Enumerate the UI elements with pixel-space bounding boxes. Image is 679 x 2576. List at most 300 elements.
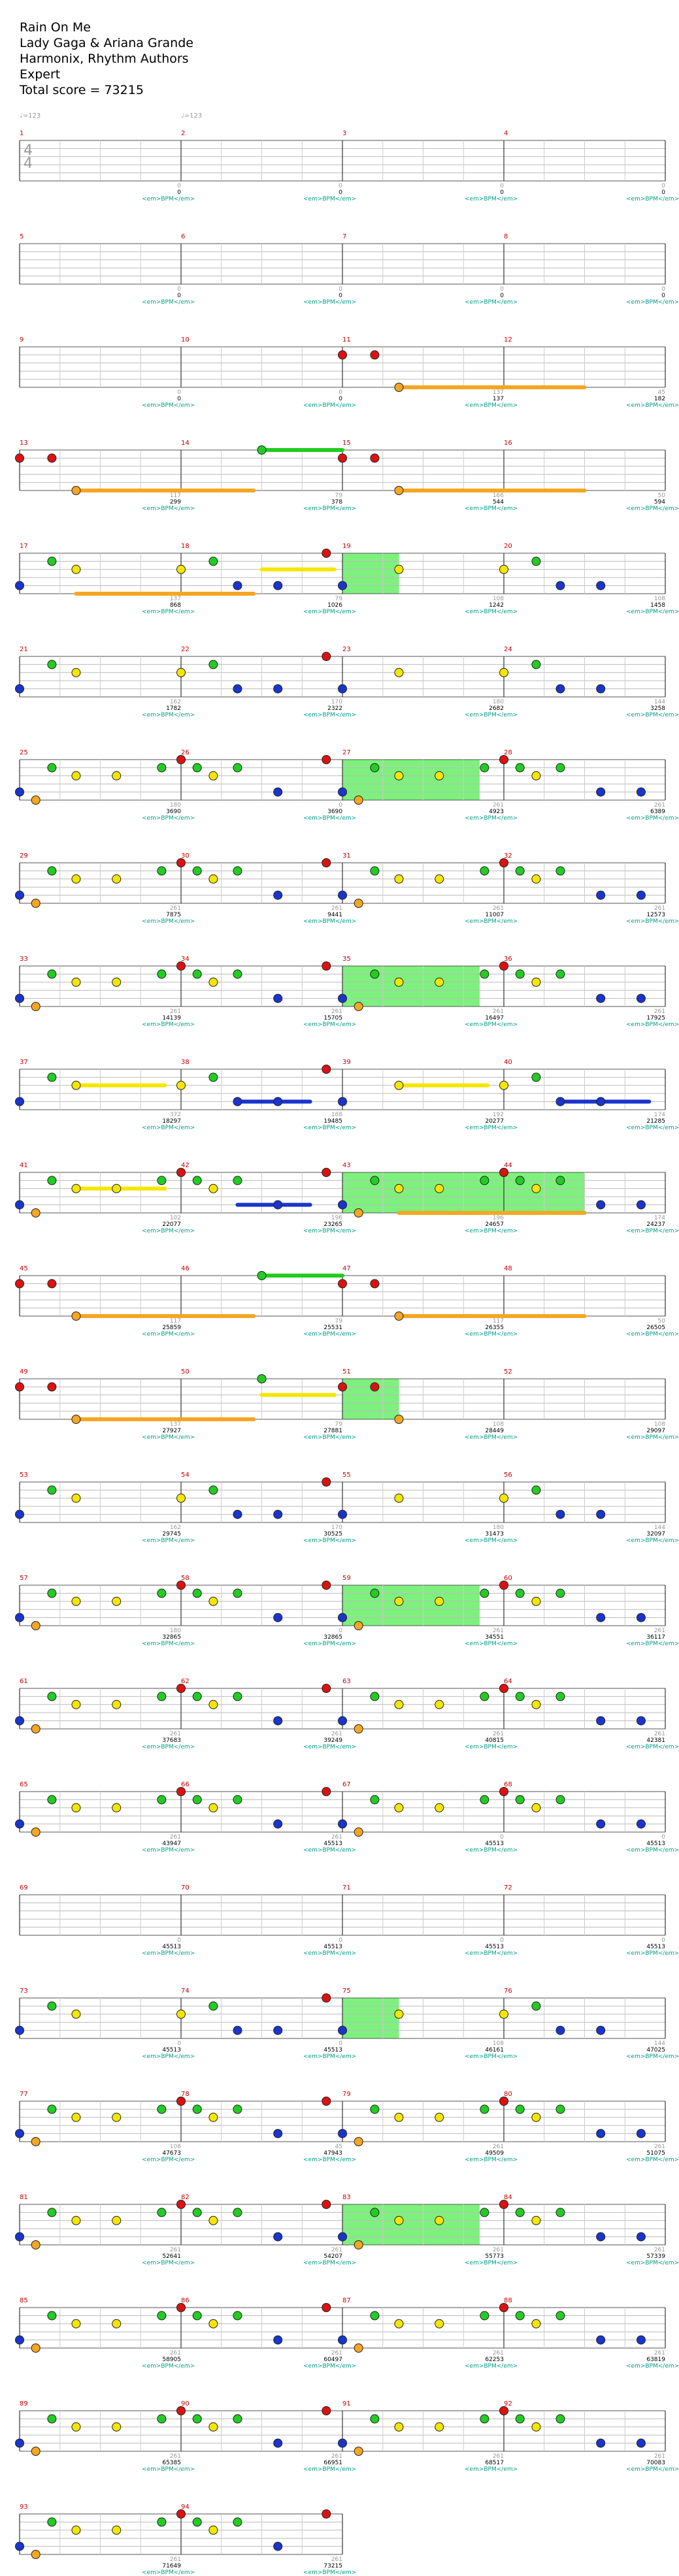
yellow-note (72, 1184, 80, 1193)
star-power-region (342, 2204, 480, 2245)
measure-cumulative-score: 32865 (323, 1634, 342, 1641)
measure-note-score: 261 (169, 1008, 181, 1015)
yellow-note (72, 2526, 80, 2534)
measure-cumulative-score: 45513 (162, 1944, 181, 1950)
yellow-note (395, 2113, 403, 2121)
yellow-note (532, 1184, 540, 1193)
measure-cumulative-score: 54207 (323, 2253, 342, 2260)
tempo-marker-2: ♩=123 (181, 112, 203, 120)
yellow-note (500, 668, 508, 677)
measure-tag: <em>BPM</em> (626, 1125, 679, 1131)
measure-cumulative-score: 12573 (646, 912, 665, 918)
time-signature-bottom: 4 (24, 155, 33, 172)
measure-number: 66 (181, 1781, 190, 1788)
measure-tag: <em>BPM</em> (303, 1744, 357, 1750)
green-note (233, 1176, 242, 1185)
measure-note-score: 180 (492, 699, 504, 705)
yellow-note (72, 1803, 80, 1812)
blue-note (274, 1716, 282, 1725)
measure-tag: <em>BPM</em> (303, 299, 357, 306)
measure-number: 71 (342, 1884, 351, 1892)
measure-tag: <em>BPM</em> (465, 402, 518, 409)
green-note (556, 1589, 565, 1598)
measure-cumulative-score: 62253 (485, 2357, 504, 2363)
measure-tag: <em>BPM</em> (465, 2053, 518, 2060)
yellow-note (72, 978, 80, 986)
yellow-note (395, 565, 403, 573)
measure-tag: <em>BPM</em> (303, 712, 357, 718)
measure-cumulative-score: 3690 (166, 809, 181, 815)
red-note (177, 1684, 186, 1693)
measure-note-score: 108 (492, 2040, 504, 2047)
measure-tag: <em>BPM</em> (142, 299, 195, 306)
red-note (322, 859, 331, 867)
measure-tag: <em>BPM</em> (303, 1434, 357, 1441)
measure-cumulative-score: 0 (177, 189, 181, 196)
measure-cumulative-score: 65385 (162, 2460, 181, 2466)
measure-cumulative-score: 182 (654, 396, 665, 402)
staff-row (16, 1272, 666, 1321)
measure-number: 75 (342, 1988, 351, 1995)
yellow-note (435, 875, 444, 883)
measure-number: 91 (342, 2400, 351, 2407)
measure-tag: <em>BPM</em> (626, 1950, 679, 1957)
red-note (371, 1383, 379, 1391)
measure-note-score: 372 (169, 1112, 181, 1118)
measure-note-score: 174 (654, 1112, 665, 1118)
measure-number: 44 (504, 1162, 512, 1169)
blue-note (274, 684, 282, 693)
measure-note-score: 261 (169, 2247, 181, 2253)
green-note (193, 867, 201, 875)
green-note (556, 2208, 565, 2217)
yellow-note (112, 1700, 121, 1709)
yellow-note (177, 2010, 186, 2018)
blue-note (274, 581, 282, 590)
green-note (371, 1795, 379, 1804)
green-note (193, 2518, 201, 2526)
orange-note (31, 796, 40, 805)
yellow-note (112, 2423, 121, 2431)
green-note (193, 1176, 201, 1185)
measure-note-score: 261 (492, 802, 504, 809)
blue-note (233, 1510, 242, 1519)
orange-note (31, 2241, 40, 2249)
measure-tag: <em>BPM</em> (142, 506, 195, 512)
yellow-note (72, 668, 80, 677)
measure-note-score: 79 (335, 596, 342, 602)
measure-tag: <em>BPM</em> (142, 2053, 195, 2060)
measure-note-score: 261 (654, 2144, 665, 2150)
red-note (339, 454, 347, 462)
measure-cumulative-score: 0 (500, 189, 504, 196)
blue-note (597, 2336, 605, 2344)
blue-note (597, 1097, 605, 1106)
measure-number: 26 (181, 749, 190, 756)
red-note (500, 1581, 508, 1590)
red-note (177, 1581, 186, 1590)
red-note (339, 1280, 347, 1288)
staff-row (16, 2304, 666, 2353)
blue-note (274, 2439, 282, 2447)
red-note (322, 1581, 331, 1590)
green-note (48, 2105, 56, 2114)
measure-number: 25 (20, 749, 28, 756)
measure-note-score: 188 (331, 1112, 342, 1118)
measure-number: 30 (181, 852, 190, 860)
measure-tag: <em>BPM</em> (142, 1744, 195, 1750)
green-note (532, 660, 540, 669)
measure-number: 52 (504, 1368, 512, 1376)
measure-note-score: 0 (339, 802, 342, 809)
measure-note-score: 0 (339, 183, 342, 189)
measure-cumulative-score: 70083 (646, 2460, 665, 2466)
measure-cumulative-score: 0 (661, 293, 665, 299)
green-note (193, 1692, 201, 1701)
green-note (556, 867, 565, 875)
green-note (233, 2311, 242, 2320)
blue-note (274, 2232, 282, 2241)
measure-number: 57 (20, 1575, 28, 1582)
measure-cumulative-score: 0 (339, 293, 342, 299)
red-note (16, 1280, 24, 1288)
measure-cumulative-score: 39249 (323, 1737, 342, 1744)
yellow-note (435, 2216, 444, 2225)
blue-note (597, 994, 605, 1003)
blue-note (339, 2232, 347, 2241)
green-note (480, 2208, 489, 2217)
measure-note-score: 261 (492, 2350, 504, 2357)
measure-number: 84 (504, 2194, 512, 2201)
measure-number: 10 (181, 336, 190, 344)
measure-note-score: 0 (339, 389, 342, 396)
green-note (233, 764, 242, 772)
measure-tag: <em>BPM</em> (303, 2157, 357, 2163)
measure-cumulative-score: 31473 (485, 1531, 504, 1538)
red-note (339, 351, 347, 359)
green-note (480, 867, 489, 875)
measure-number: 27 (342, 749, 351, 756)
yellow-note (435, 2423, 444, 2431)
green-note (532, 1486, 540, 1494)
yellow-note (395, 668, 403, 677)
blue-note (339, 581, 347, 590)
charter-name: Harmonix, Rhythm Authors (20, 52, 189, 66)
measure-tag: <em>BPM</em> (626, 2363, 679, 2370)
measure-number: 11 (342, 336, 351, 344)
orange-note (31, 2344, 40, 2353)
measure-tag: <em>BPM</em> (626, 1331, 679, 1338)
measure-cumulative-score: 47943 (323, 2150, 342, 2157)
staff-row (16, 549, 666, 594)
yellow-note (72, 565, 80, 573)
measure-tag: <em>BPM</em> (303, 609, 357, 615)
measure-note-score: 261 (169, 2556, 181, 2563)
measure-cumulative-score: 66951 (323, 2460, 342, 2466)
measure-tag: <em>BPM</em> (142, 1950, 195, 1957)
measure-note-score: 261 (331, 2247, 342, 2253)
green-note (257, 1375, 266, 1383)
blue-note (16, 994, 24, 1003)
green-note (371, 970, 379, 978)
green-note (48, 2208, 56, 2217)
green-note (193, 970, 201, 978)
measure-cumulative-score: 6389 (650, 809, 665, 815)
measure-note-score: 117 (169, 492, 181, 499)
measure-cumulative-score: 55773 (485, 2253, 504, 2260)
red-note (500, 2407, 508, 2415)
tempo-marker-1: ♩=123 (20, 112, 41, 120)
green-note (516, 867, 524, 875)
star-power-region (342, 553, 399, 594)
green-note (233, 1692, 242, 1701)
measure-cumulative-score: 2322 (327, 705, 342, 712)
yellow-note (209, 1184, 218, 1193)
red-note (500, 1684, 508, 1693)
measure-tag: <em>BPM</em> (626, 712, 679, 718)
blue-note (339, 2336, 347, 2344)
measure-note-score: 170 (331, 1524, 342, 1531)
green-note (193, 2105, 201, 2114)
measure-number: 15 (342, 440, 351, 447)
blue-note (339, 2129, 347, 2138)
red-note (177, 1788, 186, 1796)
green-note (48, 2002, 56, 2010)
green-note (48, 660, 56, 669)
red-note (500, 962, 508, 971)
measure-cumulative-score: 0 (339, 189, 342, 196)
measure-cumulative-score: 28449 (485, 1428, 504, 1434)
measure-tag: <em>BPM</em> (303, 2466, 357, 2473)
measure-note-score: 79 (335, 1421, 342, 1428)
green-note (193, 1795, 201, 1804)
measure-cumulative-score: 73215 (323, 2563, 342, 2569)
measure-cumulative-score: 43947 (162, 1841, 181, 1847)
red-note (322, 2097, 331, 2106)
yellow-note (395, 2423, 403, 2431)
yellow-note (209, 875, 218, 883)
measure-note-score: 261 (654, 2453, 665, 2460)
blue-note (16, 891, 24, 899)
blue-note (556, 1097, 565, 1106)
measure-number: 7 (342, 233, 347, 240)
blue-note (637, 1716, 645, 1725)
measure-tag: <em>BPM</em> (142, 1125, 195, 1131)
measure-cumulative-score: 0 (177, 396, 181, 402)
measure-note-score: 261 (331, 1008, 342, 1015)
blue-note (274, 1613, 282, 1622)
red-note (177, 859, 186, 867)
star-power-region (342, 1585, 480, 1626)
measure-cumulative-score: 49509 (485, 2150, 504, 2157)
blue-note (16, 684, 24, 693)
measure-number: 2 (181, 130, 186, 137)
blue-note (274, 2336, 282, 2344)
yellow-note (435, 978, 444, 986)
green-note (48, 557, 56, 566)
measure-note-score: 170 (331, 699, 342, 705)
measure-tag: <em>BPM</em> (142, 1641, 195, 1647)
green-note (193, 764, 201, 772)
measure-note-score: 0 (339, 1628, 342, 1634)
yellow-note (532, 1700, 540, 1709)
blue-note (637, 2336, 645, 2344)
yellow-note (532, 2216, 540, 2225)
blue-note (339, 788, 347, 796)
measure-note-score: 0 (339, 286, 342, 293)
measure-note-score: 144 (654, 2040, 665, 2047)
blue-note (16, 1716, 24, 1725)
green-note (157, 1589, 166, 1598)
measure-number: 8 (504, 233, 508, 240)
measure-tag: <em>BPM</em> (142, 918, 195, 925)
measure-tag: <em>BPM</em> (626, 609, 679, 615)
yellow-note (72, 2423, 80, 2431)
red-note (177, 756, 186, 764)
yellow-note (395, 1184, 403, 1193)
measure-number: 16 (504, 440, 512, 447)
measure-cumulative-score: 544 (492, 499, 504, 506)
measure-note-score: 0 (339, 1937, 342, 1944)
measure-note-score: 162 (169, 1524, 181, 1531)
measure-note-score: 50 (657, 492, 665, 499)
blue-note (637, 994, 645, 1003)
blue-note (339, 891, 347, 899)
measure-cumulative-score: 58905 (162, 2357, 181, 2363)
green-note (48, 764, 56, 772)
green-note (371, 1176, 379, 1185)
measure-note-score: 162 (169, 699, 181, 705)
measure-tag: <em>BPM</em> (626, 402, 679, 409)
blue-note (597, 1820, 605, 1828)
green-note (371, 2208, 379, 2217)
measure-cumulative-score: 0 (500, 293, 504, 299)
red-note (371, 351, 379, 359)
orange-note (31, 1622, 40, 1630)
measure-tag: <em>BPM</em> (465, 1847, 518, 1854)
measure-cumulative-score: 17925 (646, 1015, 665, 1022)
orange-note (72, 487, 80, 495)
measure-number: 35 (342, 956, 351, 963)
measure-cumulative-score: 3690 (327, 809, 342, 815)
green-note (556, 2105, 565, 2114)
measure-number: 85 (20, 2297, 28, 2304)
measure-number: 1 (20, 130, 24, 137)
artist-name: Lady Gaga & Ariana Grande (20, 36, 193, 50)
measure-cumulative-score: 51075 (646, 2150, 665, 2157)
measure-note-score: 117 (169, 1318, 181, 1325)
green-note (48, 970, 56, 978)
orange-note (354, 2241, 363, 2249)
yellow-note (72, 1597, 80, 1605)
measure-tag: <em>BPM</em> (465, 609, 518, 615)
song-title: Rain On Me (20, 20, 91, 35)
measure-number: 83 (342, 2194, 351, 2201)
measure-note-score: 79 (335, 492, 342, 499)
orange-note (354, 1828, 363, 1837)
yellow-note (72, 2216, 80, 2225)
yellow-note (72, 1081, 80, 1089)
star-power-region (342, 966, 480, 1006)
measure-tag: <em>BPM</em> (465, 1125, 518, 1131)
measure-cumulative-score: 42381 (646, 1737, 665, 1744)
blue-note (16, 2542, 24, 2551)
measure-tag: <em>BPM</em> (465, 1538, 518, 1544)
blue-note (274, 788, 282, 796)
measure-tag: <em>BPM</em> (465, 1331, 518, 1338)
measure-tag: <em>BPM</em> (142, 712, 195, 718)
measure-note-score: 0 (339, 2040, 342, 2047)
measure-number: 37 (20, 1059, 28, 1066)
measure-number: 41 (20, 1162, 28, 1169)
blue-note (597, 1200, 605, 1209)
measure-tag: <em>BPM</em> (465, 2363, 518, 2370)
measure-note-score: 45 (335, 2144, 342, 2150)
green-note (516, 2415, 524, 2423)
orange-note (72, 1312, 80, 1321)
measure-note-score: 50 (657, 1318, 665, 1325)
yellow-note (72, 1700, 80, 1709)
green-note (516, 970, 524, 978)
measure-tag: <em>BPM</em> (465, 1950, 518, 1957)
measure-number: 32 (504, 852, 512, 860)
green-note (532, 557, 540, 566)
orange-note (31, 2447, 40, 2456)
green-note (371, 2415, 379, 2423)
measure-tag: <em>BPM</em> (303, 1641, 357, 1647)
orange-note (354, 796, 363, 805)
green-note (233, 1589, 242, 1598)
measure-number: 62 (181, 1678, 190, 1685)
green-note (556, 970, 565, 978)
yellow-note (435, 1803, 444, 1812)
measure-tag: <em>BPM</em> (465, 1228, 518, 1234)
green-note (157, 867, 166, 875)
measure-cumulative-score: 71649 (162, 2563, 181, 2569)
yellow-note (532, 1597, 540, 1605)
blue-note (16, 1820, 24, 1828)
measure-tag: <em>BPM</em> (303, 1228, 357, 1234)
measure-cumulative-score: 0 (177, 293, 181, 299)
measure-number: 61 (20, 1678, 28, 1685)
measure-note-score: 0 (661, 1834, 665, 1841)
blue-note (274, 994, 282, 1003)
measure-number: 5 (20, 233, 24, 240)
staff-row (20, 140, 665, 181)
green-note (480, 970, 489, 978)
measure-number: 49 (20, 1368, 28, 1376)
measure-tag: <em>BPM</em> (303, 2569, 357, 2576)
measure-note-score: 108 (654, 1421, 665, 1428)
measure-tag: <em>BPM</em> (465, 712, 518, 718)
measure-note-score: 108 (492, 596, 504, 602)
green-note (371, 2311, 379, 2320)
measure-note-score: 261 (654, 1731, 665, 1737)
green-note (556, 764, 565, 772)
yellow-note (209, 2423, 218, 2431)
measure-tag: <em>BPM</em> (303, 2260, 357, 2266)
yellow-note (395, 1494, 403, 1502)
blue-note (339, 2026, 347, 2035)
measure-note-score: 0 (661, 1937, 665, 1944)
yellow-note (395, 978, 403, 986)
yellow-note (209, 2526, 218, 2534)
time-signature-top: 4 (24, 142, 33, 159)
blue-note (597, 1716, 605, 1725)
measure-tag: <em>BPM</em> (303, 918, 357, 925)
orange-note (31, 2138, 40, 2146)
measure-number: 72 (504, 1884, 512, 1892)
